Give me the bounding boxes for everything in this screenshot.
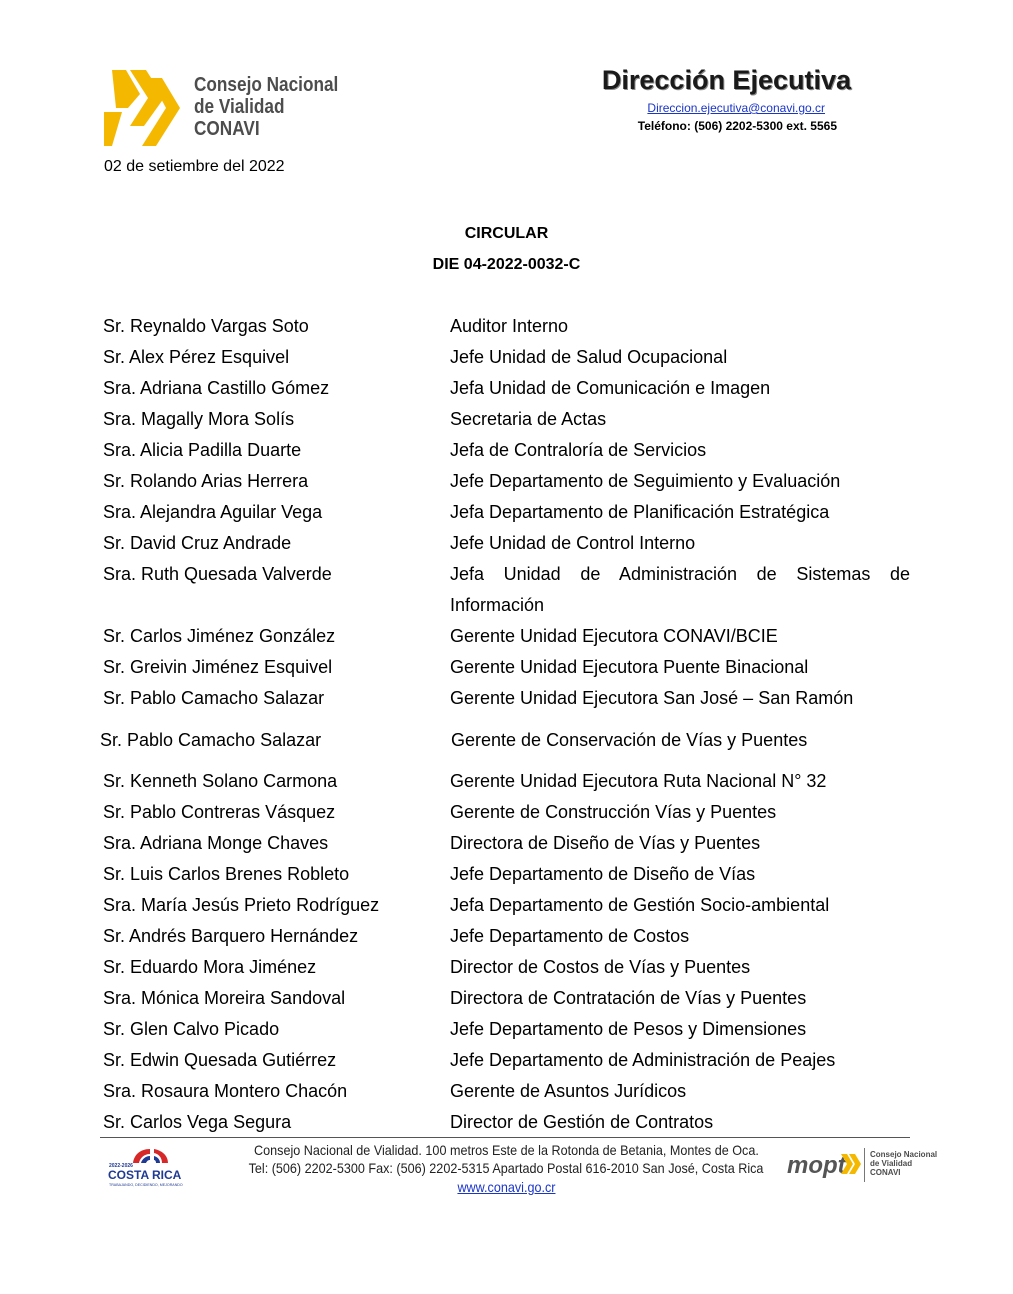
recipient-role: Gerente de Construcción Vías y Puentes <box>450 802 777 822</box>
recipient-name: Sr. Eduardo Mora Jiménez <box>103 957 317 977</box>
footer-divider <box>100 1137 910 1138</box>
recipient-name: Sr. Carlos Jiménez González <box>103 626 336 646</box>
recipient-role: Director de Gestión de Contratos <box>450 1112 714 1132</box>
recipient-role: Gerente de Asuntos Jurídicos <box>450 1081 687 1101</box>
recipient-role: Jefa de Contraloría de Servicios <box>450 440 707 460</box>
recipient-role: Jefa Unidad de Comunicación e Imagen <box>450 378 771 398</box>
recipient-role-line1: Jefa Unidad de Administración de Sistemas de <box>450 564 910 584</box>
recipient-role: Gerente Unidad Ejecutora San José – San Ramón <box>450 688 854 708</box>
recipient-name: Sra. Magally Mora Solís <box>103 409 295 429</box>
recipient-name: Sr. Andrés Barquero Hernández <box>103 926 359 946</box>
office-phone: Teléfono: (506) 2202-5300 ext. 5565 <box>637 119 837 133</box>
recipient-role: Jefe Unidad de Control Interno <box>450 533 696 553</box>
recipient-name: Sr. Reynaldo Vargas Soto <box>103 316 309 336</box>
document-date: 02 de setiembre del 2022 <box>104 158 285 175</box>
recipient-name: Sra. Ruth Quesada Valverde <box>103 564 332 584</box>
recipient-name: Sra. Alicia Padilla Duarte <box>103 440 302 460</box>
circular-label: CIRCULAR <box>464 225 549 242</box>
recipient-name: Sr. Edwin Quesada Gutiérrez <box>103 1050 337 1070</box>
recipient-name: Sr. David Cruz Andrade <box>103 533 292 553</box>
recipient-name: Sra. Adriana Castillo Gómez <box>103 378 330 398</box>
recipient-name: Sra. Alejandra Aguilar Vega <box>103 502 323 522</box>
logo-line: CONAVI <box>194 118 260 140</box>
recipient-name: Sr. Pablo Camacho Salazar <box>103 688 325 708</box>
footer-website-link[interactable]: www.conavi.go.cr <box>457 1179 556 1195</box>
recipient-role: Jefe Departamento de Seguimiento y Evaluación <box>450 471 841 491</box>
circular-number: DIE 04-2022-0032-C <box>432 256 581 273</box>
recipient-name: Sra. Adriana Monge Chaves <box>103 833 329 853</box>
recipient-role: Directora de Diseño de Vías y Puentes <box>450 833 761 853</box>
recipient-role: Jefe Departamento de Pesos y Dimensiones <box>450 1019 807 1039</box>
recipient-role: Director de Costos de Vías y Puentes <box>450 957 751 977</box>
recipient-role-line2: Información <box>450 595 545 615</box>
recipient-role: Auditor Interno <box>450 316 569 336</box>
mopt-logo-line: CONAVI <box>870 1168 901 1177</box>
recipient-role: Jefe Departamento de Administración de Peajes <box>450 1050 836 1070</box>
recipient-name: Sr. Kenneth Solano Carmona <box>103 771 338 791</box>
recipient-role: Directora de Contratación de Vías y Puentes <box>450 988 807 1008</box>
footer-contact-text: Tel: (506) 2202-5300 Fax: (506) 2202-5315 Apartado Postal 616-2010 San José, Costa Rica <box>249 1160 764 1176</box>
recipient-name: Sr. Alex Pérez Esquivel <box>103 347 290 367</box>
recipient-role: Jefa Departamento de Planificación Estratégica <box>450 502 830 522</box>
recipient-name: Sra. María Jesús Prieto Rodríguez <box>103 895 380 915</box>
recipient-role: Jefe Departamento de Diseño de Vías <box>450 864 756 884</box>
recipient-role <box>450 559 910 621</box>
recipient-name: Sr. Luis Carlos Brenes Robleto <box>103 864 350 884</box>
recipient-name: Sr. Glen Calvo Picado <box>103 1019 280 1039</box>
recipient-name: Sr. Greivin Jiménez Esquivel <box>103 657 333 677</box>
cr-logo-motto: TRABAJANDO, DECIDIENDO, MEJORANDO <box>109 1183 183 1187</box>
office-email-link[interactable]: Direccion.ejecutiva@conavi.go.cr <box>647 101 825 115</box>
office-title: Dirección Ejecutiva <box>601 65 851 95</box>
recipient-role: Gerente Unidad Ejecutora CONAVI/BCIE <box>450 626 778 646</box>
recipient-role: Jefe Departamento de Costos <box>450 926 690 946</box>
recipient-role: Jefe Unidad de Salud Ocupacional <box>450 347 728 367</box>
cr-logo-country: COSTA RICA <box>108 1168 182 1182</box>
footer-address-text: Consejo Nacional de Vialidad. 100 metros Este de la Rotonda de Betania, Montes de Oca. <box>254 1142 759 1158</box>
conavi-logo-icon <box>104 68 188 148</box>
recipient-name: Sr. Carlos Vega Segura <box>103 1112 292 1132</box>
recipient-name: Sr. Pablo Contreras Vásquez <box>103 802 336 822</box>
recipient-name: Sr. Rolando Arias Herrera <box>103 471 309 491</box>
recipient-role: Gerente de Conservación de Vías y Puentes <box>451 730 808 750</box>
logo-line: Consejo Nacional <box>194 74 339 96</box>
mopt-logo-icon <box>787 1146 938 1186</box>
recipient-role: Secretaria de Actas <box>450 409 607 429</box>
recipient-name: Sra. Mónica Moreira Sandoval <box>103 988 346 1008</box>
conavi-logo-wordmark <box>194 74 338 140</box>
logo-line: de Vialidad <box>194 96 285 118</box>
mopt-logo-line: Consejo Nacional <box>870 1150 938 1159</box>
recipient-name: Sra. Rosaura Montero Chacón <box>103 1081 348 1101</box>
mopt-logo-line: de Vialidad <box>870 1159 913 1168</box>
recipient-role: Jefa Departamento de Gestión Socio-ambiental <box>450 895 830 915</box>
cr-logo-years: 2022-2026 <box>109 1163 133 1169</box>
recipient-role: Gerente Unidad Ejecutora Puente Binacional <box>450 657 809 677</box>
mopt-brand: mopt <box>787 1152 846 1179</box>
recipient-name: Sr. Pablo Camacho Salazar <box>100 730 322 750</box>
recipient-role: Gerente Unidad Ejecutora Ruta Nacional N° 32 <box>450 771 827 791</box>
